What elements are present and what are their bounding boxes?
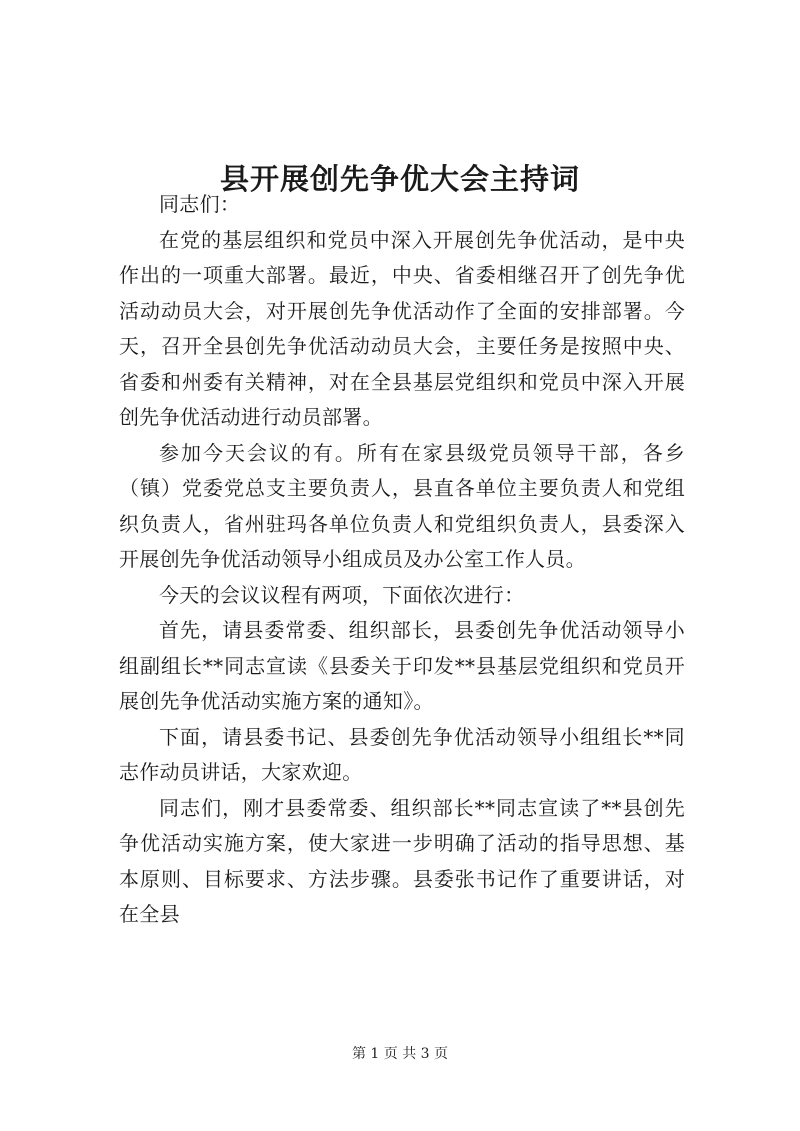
body-paragraph: 今天的会议议程有两项，下面依次进行： (159, 582, 525, 607)
body-paragraph: 同志们，刚才县委常委、组织部长**同志宣读了**县创先争优活动实施方案，使大家进一步明确了活动的指导思想、基本原则、目标要求、方法步骤。县委张书记作了重要讲话，对在全县 (119, 795, 685, 926)
document-title: 县开展创先争优大会主持词 (219, 162, 580, 197)
document-body (119, 187, 685, 933)
body-paragraph: 在党的基层组织和党员中深入开展创先争优活动，是中央作出的一项重大部署。最近，中央、省委相继召开了创先争优活动动员大会，对开展创先争优活动作了全面的安排部署。今天，召开全县创先争优活动动员大会，主要任务是按照中央、省委和州委有关精神，对在全县基层党组织和党员中深入开展创先争优活动进行动员部署。 (119, 227, 685, 429)
body-paragraph: 参加今天会议的有。所有在家县级党员领导干部，各乡（镇）党委党总支主要负责人，县直各单位主要负责人和党组织负责人，省州驻玛各单位负责人和党组织负责人，县委深入开展创先争优活动领导小组成员及办公室工作人员。 (119, 440, 685, 571)
page-number-footer: 第 1 页 共 3 页 (351, 1046, 449, 1062)
body-paragraph: 首先，请县委常委、组织部长，县委创先争优活动领导小组副组长**同志宣读《县委关于印发**县基层党组织和党员开展创先争优活动实施方案的通知》。 (119, 618, 685, 713)
body-paragraph: 下面，请县委书记、县委创先争优活动领导小组组长**同志作动员讲话，大家欢迎。 (119, 724, 685, 784)
salutation-paragraph: 同志们： (159, 192, 241, 216)
